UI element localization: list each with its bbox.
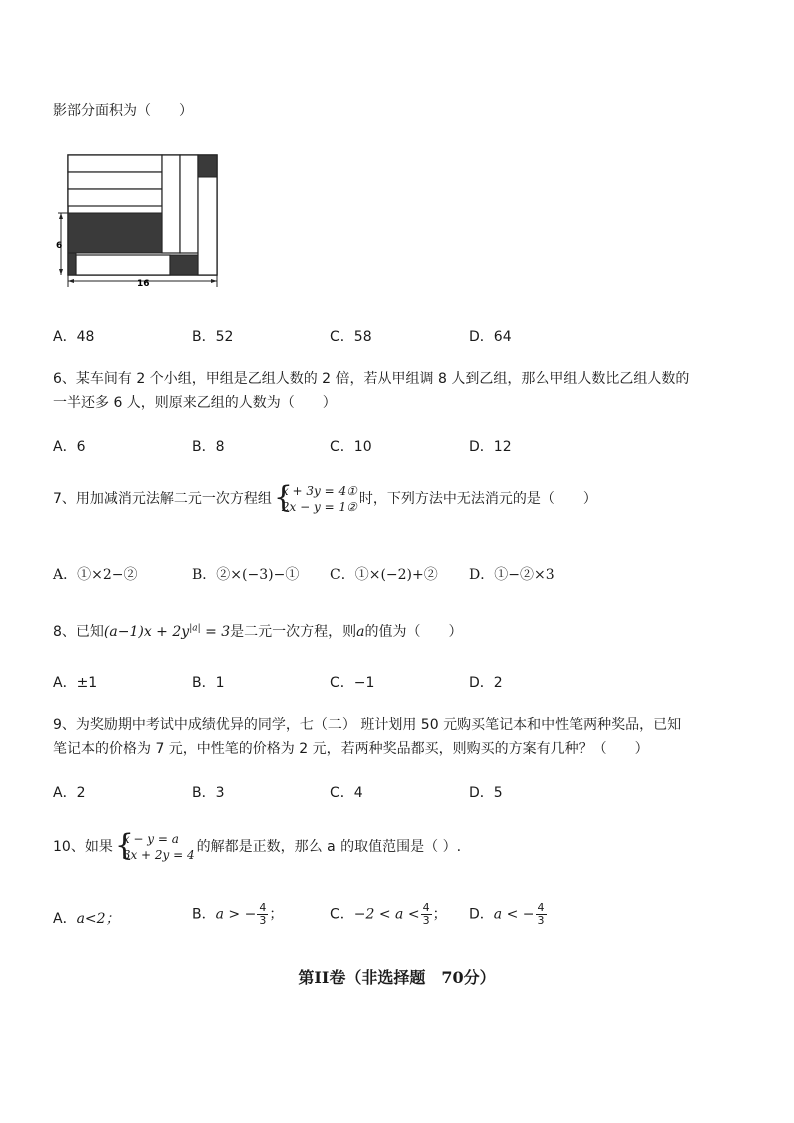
part2-title: 第II卷（非选择题 70分） (298, 968, 496, 987)
figure-bottom-strip (76, 255, 170, 275)
q9-line1: 9、为奖励期中考试中成绩优异的同学，七（二） 班计划用 50 元购买笔记本和中性笔两种奖品，已知 (53, 717, 682, 733)
q6-line2: 一半还多 6 人，则原来乙组的人数为（ ） (53, 395, 337, 411)
figure-height-label: 6 (56, 241, 63, 251)
q9-line2: 笔记本的价格为 7 元，中性笔的价格为 2 元，若两种奖品都买，则购买的方案有几种？（ ） (53, 741, 649, 757)
q8-stem: 8、已知$(a-1)x + 2y^{|a|} = 3$是二元一次方程，则a的值为（ ） (53, 623, 463, 640)
figure-shaded-left (68, 253, 76, 275)
q7-option-a[interactable]: A．①×2−② (53, 567, 138, 583)
q10-stem: 10、如果 { x − y = a 3x + 2y = 4 的解都是正数，那么 a 的取值范围是（ ）. (53, 828, 462, 863)
q5-option-d[interactable]: D．64 (469, 329, 512, 345)
q5-option-c[interactable]: C．58 (330, 329, 372, 345)
q9-option-c[interactable]: C．4 (330, 785, 363, 801)
q6-line1: 6、某车间有 2 个小组，甲组是乙组人数的 2 倍，若从甲组调 8 人到乙组，那么甲组人数比乙组人数的 (53, 371, 690, 387)
figure-strip (68, 189, 162, 206)
q10-option-d[interactable]: D．a < − $\frac{4}{3}$ (469, 901, 545, 927)
q10-option-a[interactable]: A．a<2； (53, 911, 120, 927)
q5-text: 影部分面积为（ ） (53, 103, 193, 119)
figure-width-label: 16 (137, 279, 150, 289)
q9-option-d[interactable]: D．5 (469, 785, 503, 801)
q5-option-a[interactable]: A．48 (53, 329, 95, 345)
q6-option-d[interactable]: D．12 (469, 439, 512, 455)
figure-shaded-bottom (170, 255, 198, 275)
q7-option-d[interactable]: D．①−②×3 (469, 567, 555, 583)
fraction: $\frac{4}{3}$ (259, 901, 267, 927)
q5-option-b[interactable]: B．52 (192, 329, 234, 345)
q7-stem: 7、用加减消元法解二元一次方程组 { x + 3y = 4① 2x − y = 1② 时，下列方法中无法消元的是（ ） (53, 480, 597, 515)
q8-option-b[interactable]: B．1 (192, 675, 225, 691)
q6-option-b[interactable]: B．8 (192, 439, 225, 455)
q9-option-b[interactable]: B．3 (192, 785, 225, 801)
q10-equation-system: { x − y = a 3x + 2y = 4 (114, 828, 195, 863)
q8-equation: $(a-1)x + 2y^{|a|} = 3$ (103, 623, 231, 640)
q8-option-d[interactable]: D．2 (469, 675, 503, 691)
figure-strip (68, 155, 162, 172)
q10-option-b[interactable]: B．a > − $\frac{4}{3}$ ； (192, 901, 284, 927)
q7-option-c[interactable]: C．①×(−2)+② (330, 567, 438, 583)
figure-shaded-corner (198, 155, 217, 177)
q8-option-c[interactable]: C．−1 (330, 675, 375, 691)
q7-equation-system: { x + 3y = 4① 2x − y = 1② (273, 480, 357, 515)
q9-option-a[interactable]: A．2 (53, 785, 86, 801)
q5-figure (55, 150, 225, 295)
figure-vstrip (162, 155, 180, 253)
fraction: $\frac{4}{3}$ (537, 901, 545, 927)
q8-option-a[interactable]: A．±1 (53, 675, 98, 691)
figure-shaded-block (68, 213, 162, 253)
figure-vstrip (180, 155, 198, 253)
q6-option-c[interactable]: C．10 (330, 439, 372, 455)
q6-option-a[interactable]: A．6 (53, 439, 86, 455)
fraction: $\frac{4}{3}$ (422, 901, 430, 927)
q7-option-b[interactable]: B．②×(−3)−① (192, 567, 300, 583)
q10-option-c[interactable]: C．−2 < a < $\frac{4}{3}$ ； (330, 901, 447, 927)
figure-strip (68, 172, 162, 189)
